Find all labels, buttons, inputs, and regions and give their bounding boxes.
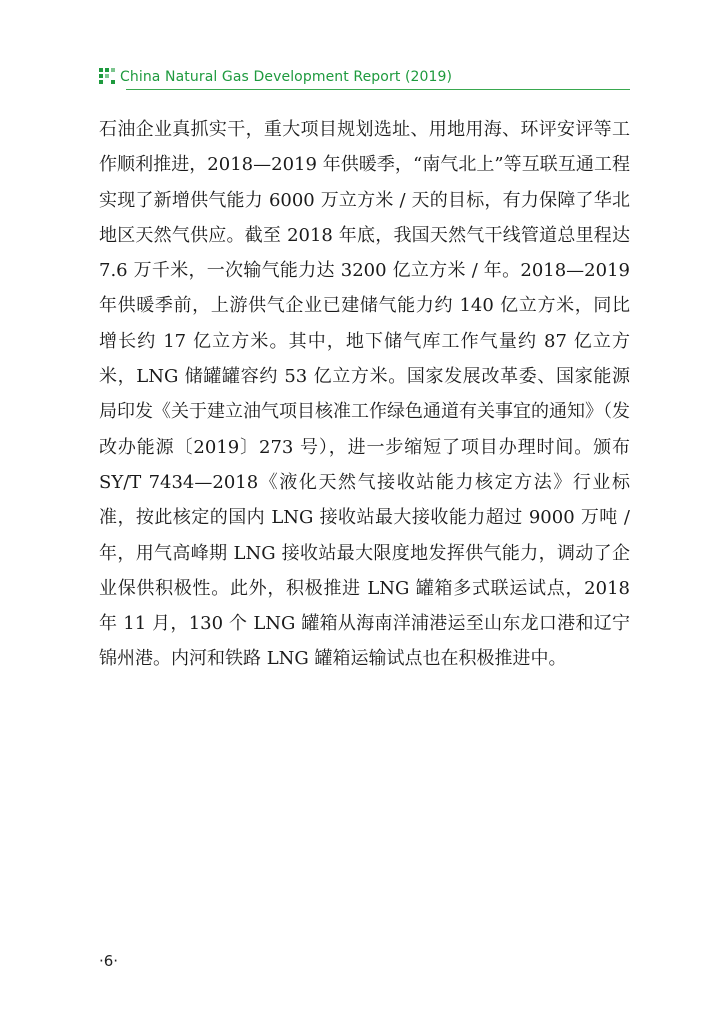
body-paragraph: 石油企业真抓实干，重大项目规划选址、用地用海、环评安评等工作顺利推进，2018—2019 年供暖季，“南气北上”等互联互通工程实现了新增供气能力 6000 万立方米 / 天的目标，有力保障了华北地区天然气供应。截至 2018 年底，我国天然气干线管道总里程达 7.6 万千米，一次输气能力达 3200 亿立方米 / 年。2018—2019 年供暖季前，上游供气企业已建储气能力约 140 亿立方米，同比增长约 17 亿立方米。其中，地下储气库工作气量约 87 亿立方米，LNG 储罐罐容约 53 亿立方米。国家发展改革委、国家能源局印发《关于建立油气项目核准工作绿色通道有关事宜的通知》（发改办能源〔2019〕273 号），进一步缩短了项目办理时间。颁布 SY/T 7434—2018《液化天然气接收站能力核定方法》行业标准，按此核定的国内 LNG 接收站最大接收能力超过 9000 万吨 / 年，用气高峰期 LNG 接收站最大限度地发挥供气能力，调动了企业保供积极性。此外，积极推进 LNG 罐箱多式联运试点，2018 年 11 月，130 个 LNG 罐箱从海南洋浦港运至山东龙口港和辽宁锦州港。内河和铁路 LNG 罐箱运输试点也在积极推进中。 [99, 119, 630, 670]
body-text [99, 112, 630, 677]
header-rule [126, 89, 630, 90]
header-title-container [120, 64, 452, 89]
header-title: China Natural Gas Development Report (2019) [120, 68, 453, 85]
green-pixel-grid-logo-icon [99, 68, 115, 84]
page-number: ·6· [99, 952, 119, 970]
running-header [99, 64, 630, 90]
